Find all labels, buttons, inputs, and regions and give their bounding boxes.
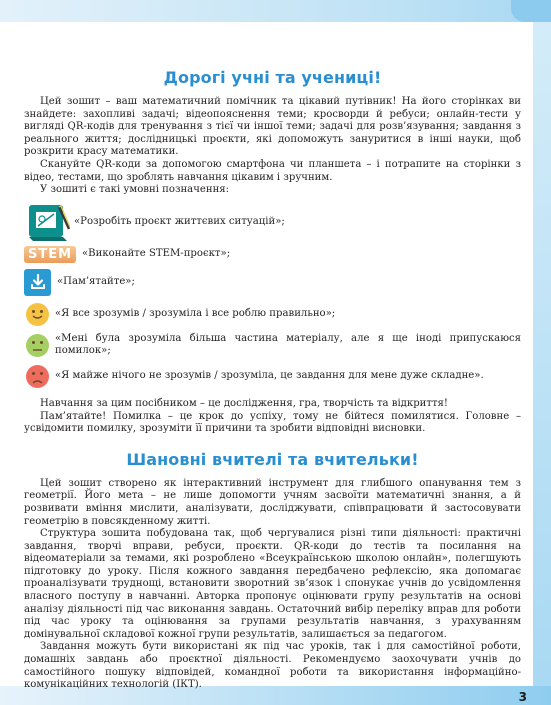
smiley-neutral-icon	[26, 334, 49, 357]
legend-label-remember: «Пам’ятайте»;	[57, 275, 135, 287]
project-icon	[26, 203, 70, 243]
legend-item-happy	[24, 303, 521, 326]
students-paragraph-1: Цей зошит – ваш математичний помічник та цікавий путівник! На його сторінках ви знайдете: захопливі задачі; відеопояснення теми; кросворди й ребуси; онлайн-тести у вигляді QR-кодів для тренування з тієї чи іншої теми; задачі для розв’язування; завдання з реального життя; дослідницькі проєкти, які допоможуть зануритися в інші науки, щоб розкрити красу математики.	[24, 96, 521, 158]
teachers-paragraph-1: Цей зошит створено як інтерактивний інструмент для глибшого опанування тем з геометрії. Його мета – не лише допомогти учням засвоїти математичні знання, а й розвивати вміння мислити, аналізувати, досліджувати, співпрацювати й застосовувати геометрію в повсякденному житті.	[24, 477, 521, 527]
students-paragraph-4: Навчання за цим посібником – це дослідження, гра, творчість та відкриття!	[40, 397, 448, 409]
legend-list	[24, 203, 521, 388]
legend-item-stem	[24, 246, 521, 263]
legend-item-remember	[24, 269, 521, 296]
teachers-title: Шановні вчителі та вчительки!	[126, 449, 419, 469]
teachers-paragraph-2: Структура зошита побудована так, щоб чергувалися різні типи діяльності: практичні завдання, творчі вправи, ребуси, проєкти. QR-коди до тестів та посилання на відеоматеріали за темами, які розроблено «Всеукраїнською школою онлайн», полегшують підготовку до уроку. Після кожного завдання передбачено рефлексію, яка допомагає проаналізувати труднощі, встановити зворотний зв’язок і спонукає учнів до усвідомлення власного поступу в навчанні. Авторка пропонує оцінювати групу результатів на основі аналізу діяльності під час виконання завдань. Остаточний вибір переліку вправ для роботи під час уроку та оцінювання за групами результатів навчання, з урахуванням домінувальної складової кожної групи результатів, залишається за педагогом.	[24, 528, 521, 640]
page-number: 3	[518, 690, 527, 704]
smiley-happy-icon	[26, 303, 49, 326]
legend-label-happy: «Я все зрозумів / зрозуміла і все роблю правильно»;	[55, 307, 336, 319]
top-decor-band	[0, 0, 551, 22]
page-content	[24, 64, 521, 692]
teachers-paragraph-3: Завдання можуть бути використані як під час уроків, так і для самостійної роботи, домашніх завдань або проєктної діяльності. Рекомендуємо заохочувати учнів до самостійного пошуку відповідей, командної роботи та використання інформаційно-комунікаційних технологій (ІКТ).	[24, 641, 521, 691]
legend-label-sad: «Я майже нічого не зрозумів / зрозуміла, це завдання для мене дуже складне».	[55, 370, 484, 382]
legend-item-neutral	[24, 333, 521, 358]
legend-label-neutral: «Мені була зрозуміла більша частина матеріалу, але я ще іноді припускаюся помилок»;	[55, 332, 521, 357]
stem-badge-icon: STEM	[24, 246, 76, 263]
smiley-sad-icon	[26, 365, 49, 388]
students-paragraph-2: Скануйте QR-коди за допомогою смартфона чи планшета – і потрапите на сторінки з відео, тестами, що зроблять навчання цікавим і зручним.	[24, 158, 521, 183]
right-decor-band	[533, 22, 551, 686]
students-title: Дорогі учні та учениці!	[163, 68, 382, 87]
legend-label-project: «Розробіть проєкт життєвих ситуацій»;	[74, 216, 285, 228]
download-icon	[24, 269, 51, 296]
legend-item-sad	[24, 365, 521, 388]
legend-item-project	[26, 203, 521, 243]
students-paragraph-3: У зошиті є такі умовні позначення:	[40, 184, 230, 196]
students-paragraph-5: Пам’ятайте! Помилка – це крок до успіху, тому не бійтеся помилятися. Головне – усвідомити помилку, зрозуміти її причини та зробити відповідні висновки.	[24, 410, 521, 435]
legend-label-stem: «Виконайте STEM-проєкт»;	[82, 247, 231, 259]
